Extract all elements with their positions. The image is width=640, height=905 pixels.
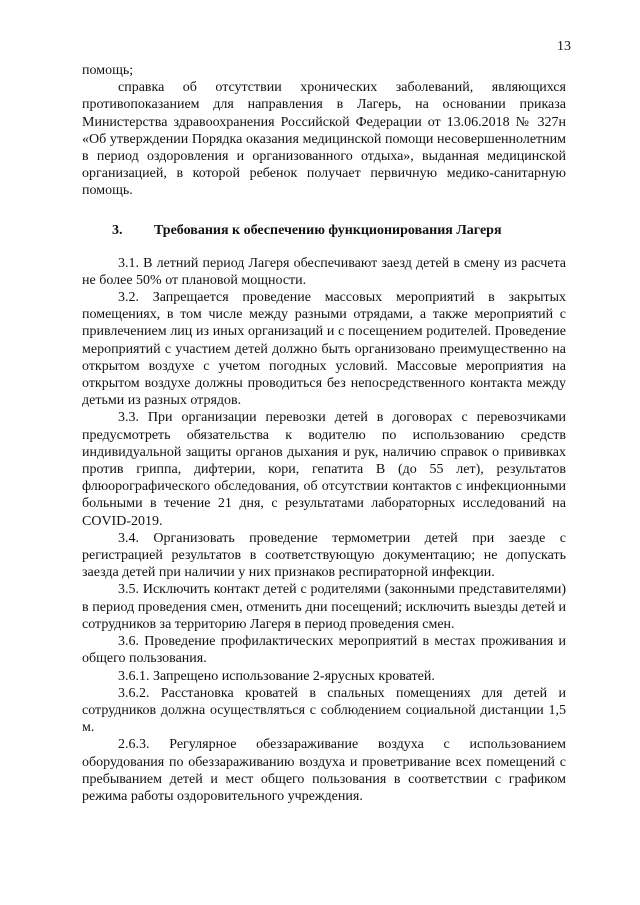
intro-paragraph: справка об отсутствии хронических заболеваний, являющихся противопоказанием для направления в Лагерь, на основании приказа Министерства здравоохранения Российской Федерации от 13.06.2018 № 327н «Об утверждении Порядка оказания медицинской помощи несовершеннолетним в период оздоровления и организованного отдыха», выданная медицинской организацией, в которой ребенок получает первичную медико-санитарную помощь. bbox=[82, 80, 566, 199]
section-title: Требования к обеспечению функционирования Лагеря bbox=[154, 222, 502, 238]
paragraph-3-1: 3.1. В летний период Лагеря обеспечивают заезд детей в смену из расчета не более 50% от плановой мощности. bbox=[82, 255, 566, 288]
page-number: 13 bbox=[557, 39, 571, 54]
paragraph-3-3: 3.3. При организации перевозки детей в договорах с перевозчиками предусмотреть обязательства к водителю по использованию средств индивидуальной защиты органов дыхания и рук, наличию справок о прививках против гриппа, дифтерии, кори, гепатита В (до 55 лет), результатов флюорографического обследования, об отсутствии контактов с инфекционными больными в течение 21 дня, с результатами лабораторных исследований на COVID-2019. bbox=[82, 410, 566, 529]
paragraph-3-4: 3.4. Организовать проведение термометрии детей при заезде с регистрацией результатов в соответствующую документацию; не допускать заезда детей при наличии у них признаков респираторной инфекции. bbox=[82, 530, 566, 581]
paragraph-3-6-2: 3.6.2. Расстановка кроватей в спальных помещениях для детей и сотрудников должна осуществляться с соблюдением социальной дистанции 1,5 м. bbox=[82, 685, 566, 736]
paragraph-3-2: 3.2. Запрещается проведение массовых мероприятий в закрытых помещениях, в том числе между разными отрядами, а также мероприятий с привлечением лиц из иных организаций и с посещением родителей. Проведение мероприятий с участием детей должно быть организовано преимущественно на открытом воздухе с учетом погодных условий. Массовые мероприятия на открытом воздухе должны проводиться без непосредственного контакта между детьми из разных отрядов. bbox=[82, 290, 566, 409]
section-number: 3. bbox=[112, 222, 123, 238]
paragraph-3-5: 3.5. Исключить контакт детей с родителями (законными представителями) в период проведения смен, отменить дни посещений; исключить выезды детей и сотрудников за территорию Лагеря в период проведения смен. bbox=[82, 582, 566, 632]
paragraph-3-6: 3.6. Проведение профилактических мероприятий в местах проживания и общего пользования. bbox=[82, 634, 566, 667]
paragraph-3-6-1: 3.6.1. Запрещено использование 2-ярусных кроватей. bbox=[118, 668, 435, 684]
paragraph-2-6-3: 2.6.3. Регулярное обеззараживание воздуха с использованием оборудования по обеззараживанию воздуха и проветривание всех помещений с пребыванием детей и мест общего пользования в соответствии с графиком режима работы оздоровительного учреждения. bbox=[82, 737, 566, 804]
section-heading bbox=[82, 222, 566, 240]
document-body bbox=[82, 62, 566, 805]
intro-line: помощь; bbox=[82, 63, 134, 78]
